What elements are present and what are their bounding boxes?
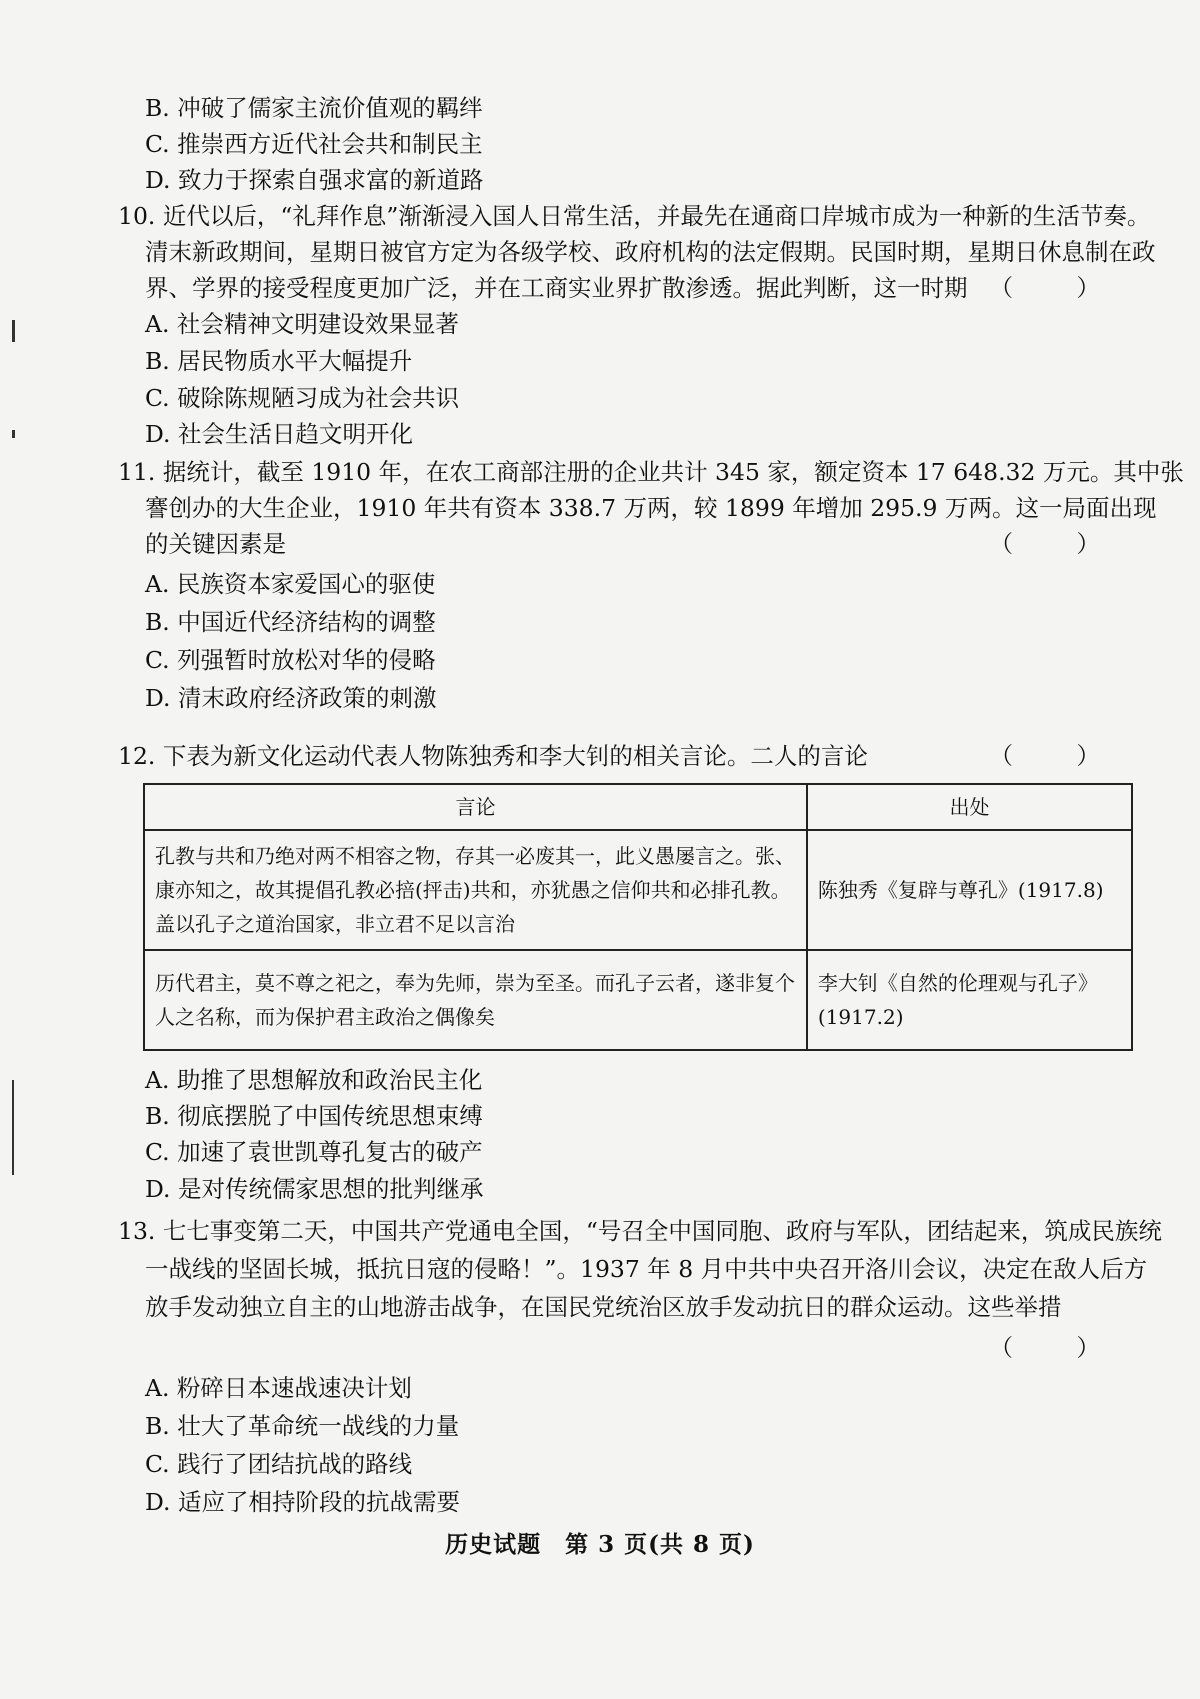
- quote-line: 孔教与共和乃绝对两不相容之物，存其一必废其一，此义愚屡言之。张、: [155, 844, 795, 868]
- q10-stem-line-1: 10. 近代以后，“礼拜作息”渐渐浸入国人日常生活，并最先在通商口岸城市成为一种新的生活节奏。: [118, 202, 1151, 230]
- q12-option-c[interactable]: C. 加速了袁世凯尊孔复古的破产: [145, 1138, 483, 1166]
- q13-answer-blank[interactable]: （ ）: [989, 1334, 1128, 1362]
- table-row: [144, 830, 1132, 950]
- quote-line: 历代君主，莫不尊之祀之，奉为先师，崇为至圣。而孔子云者，遂非复个: [155, 971, 795, 995]
- q11-option-d[interactable]: D. 清末政府经济政策的刺激: [145, 684, 437, 712]
- quotes-table: [143, 783, 1133, 1051]
- q10-option-c[interactable]: C. 破除陈规陋习成为社会共识: [145, 384, 460, 412]
- quote-cell: [144, 830, 807, 950]
- table-row: [144, 950, 1132, 1050]
- quote-line: 人之名称，而为保护君主政治之偶像矣: [155, 1005, 495, 1029]
- q10-answer-blank[interactable]: （ ）: [989, 274, 1128, 302]
- source-line: 李大钊《自然的伦理观与孔子》: [817, 971, 1098, 995]
- q9-option-c[interactable]: C. 推崇西方近代社会共和制民主: [145, 130, 483, 158]
- q11-stem-line-1: 11. 据统计，截至 1910 年，在农工商部注册的企业共计 345 家，额定资本 17 648.32 万元。其中张: [118, 458, 1184, 486]
- q11-option-a[interactable]: A. 民族资本家爱国心的驱使: [145, 570, 436, 598]
- scan-margin-mark: [12, 320, 15, 342]
- q9-option-d[interactable]: D. 致力于探索自强求富的新道路: [145, 166, 484, 194]
- source-line: 陈独秀《复辟与尊孔》(1917.8): [817, 878, 1104, 902]
- quote-line: 康亦知之，故其提倡孔教必掊(抨击)共和，亦犹愚之信仰共和必排孔教。: [155, 878, 791, 902]
- source-cell: [807, 950, 1132, 1050]
- q10-stem-line-2: 清末新政期间，星期日被官方定为各级学校、政府机构的法定假期。民国时期，星期日休息制在政: [145, 238, 1156, 266]
- source-line: (1917.2): [817, 1005, 904, 1029]
- q13-stem-line-3: 放手发动独立自主的山地游击战争，在国民党统治区放手发动抗日的群众运动。这些举措: [145, 1293, 1062, 1321]
- q13-option-a[interactable]: A. 粉碎日本速战速决计划: [145, 1374, 412, 1402]
- q10-stem-line-3: 界、学界的接受程度更加广泛，并在工商实业界扩散渗透。据此判断，这一时期: [145, 274, 968, 302]
- column-header-quote: 言论: [144, 784, 807, 830]
- q12-answer-blank[interactable]: （ ）: [989, 742, 1128, 770]
- q12-option-a[interactable]: A. 助推了思想解放和政治民主化: [145, 1066, 483, 1094]
- table-header-row: [144, 784, 1132, 830]
- q10-option-d[interactable]: D. 社会生活日趋文明开化: [145, 420, 413, 448]
- q11-answer-blank[interactable]: （ ）: [989, 530, 1128, 558]
- quote-cell: [144, 950, 807, 1050]
- q9-option-b[interactable]: B. 冲破了儒家主流价值观的羁绊: [145, 94, 483, 122]
- q12-option-d[interactable]: D. 是对传统儒家思想的批判继承: [145, 1175, 484, 1203]
- q10-option-a[interactable]: A. 社会精神文明建设效果显著: [145, 310, 459, 338]
- q13-option-c[interactable]: C. 践行了团结抗战的路线: [145, 1450, 413, 1478]
- scan-margin-mark: [12, 1080, 14, 1175]
- q11-option-b[interactable]: B. 中国近代经济结构的调整: [145, 608, 436, 636]
- q13-option-d[interactable]: D. 适应了相持阶段的抗战需要: [145, 1488, 460, 1516]
- q11-stem-line-3: 的关键因素是: [145, 530, 286, 558]
- q11-option-c[interactable]: C. 列强暂时放松对华的侵略: [145, 646, 436, 674]
- q13-stem-line-2: 一战线的坚固长城，抵抗日寇的侵略！”。1937 年 8 月中共中央召开洛川会议，决定在敌人后方: [145, 1255, 1148, 1283]
- q11-stem-line-2: 謇创办的大生企业，1910 年共有资本 338.7 万两，较 1899 年增加 295.9 万两。这一局面出现: [145, 494, 1157, 522]
- column-header-source: 出处: [807, 784, 1132, 830]
- q13-option-b[interactable]: B. 壮大了革命统一战线的力量: [145, 1412, 460, 1440]
- q10-option-b[interactable]: B. 居民物质水平大幅提升: [145, 347, 413, 375]
- source-cell: [807, 830, 1132, 950]
- quote-line: 盖以孔子之道治国家，非立君不足以言治: [155, 912, 515, 936]
- q13-stem-line-1: 13. 七七事变第二天，中国共产党通电全国，“号召全中国同胞、政府与军队，团结起来，筑成民族统: [118, 1217, 1162, 1245]
- scan-margin-mark: [12, 430, 15, 438]
- q12-option-b[interactable]: B. 彻底摆脱了中国传统思想束缚: [145, 1102, 483, 1130]
- page-footer: 历史试题 第 3 页(共 8 页): [445, 1531, 755, 1558]
- q12-stem: 12. 下表为新文化运动代表人物陈独秀和李大钊的相关言论。二人的言论: [118, 742, 868, 770]
